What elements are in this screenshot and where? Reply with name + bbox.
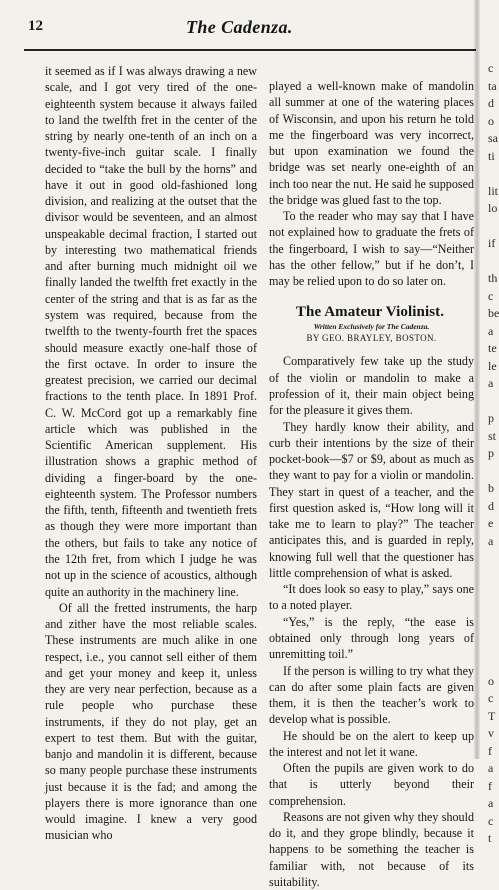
edge-fragment: ta xyxy=(488,78,497,93)
edge-fragment: c xyxy=(488,61,494,75)
edge-fragment: be xyxy=(488,306,499,320)
page-number: 12 xyxy=(28,18,43,34)
right-column xyxy=(269,78,474,889)
edge-fragment: d xyxy=(488,498,494,513)
article-paragraph: Reasons are not given why they should do it, and they grope blindly, because it happens to be something the teacher is familiar with, not because of its suitability. xyxy=(269,809,474,889)
article-paragraph: “It does look so easy to play,” says one to a noted player. xyxy=(269,582,474,613)
edge-fragment: if xyxy=(488,236,496,250)
edge-fragment xyxy=(488,393,499,411)
edge-fragment: le xyxy=(488,358,497,373)
article-paragraph: Comparatively few take up the study of the violin or mandolin to make a profession of it, their main object being for the pleasure it gives them. xyxy=(269,354,474,418)
adjacent-page-edge xyxy=(488,60,499,845)
article-paragraph: Often the pupils are given work to do that is utterly beyond their comprehension. xyxy=(269,761,474,808)
edge-fragment: o xyxy=(488,113,494,128)
edge-fragment: c xyxy=(488,691,494,705)
edge-fragment: f xyxy=(488,778,492,793)
article-byline: BY GEO. BRAYLEY, BOSTON. xyxy=(306,333,437,344)
edge-fragment: a xyxy=(488,323,494,338)
edge-fragment: ti xyxy=(488,148,495,163)
edge-fragment: a xyxy=(488,796,494,810)
edge-fragment xyxy=(488,463,499,481)
page-header xyxy=(28,18,476,38)
edge-fragment xyxy=(488,585,499,603)
edge-fragment xyxy=(488,165,499,183)
edge-fragment xyxy=(488,253,499,271)
article-subtitle: Written Exclusively for The Cadenza. xyxy=(313,322,430,332)
edge-fragment: a xyxy=(488,376,494,390)
edge-fragment: o xyxy=(488,673,494,688)
article-paragraph: They hardly know their ability, and curb their intentions by the size of their pocket-book—$7 or $9, about as much as they want to pay for a violin or mandolin. They start in quest of a teacher, and the first question asked is, “How long will it take me to learn to play?” The teacher anticipates this, and is guarded in reply, knowing full well that the questioner has little comprehension of what is asked. xyxy=(269,419,474,580)
edge-fragment: f xyxy=(488,743,492,758)
edge-fragment: p xyxy=(488,411,494,425)
edge-fragment xyxy=(488,550,499,568)
article-heading xyxy=(269,303,474,345)
edge-fragment: v xyxy=(488,726,494,740)
edge-fragment: st xyxy=(488,428,497,443)
edge-fragment: te xyxy=(488,341,497,355)
left-paragraph: Of all the fretted instruments, the harp and zither have the most reliable scales. These instruments are much alike in one respect, i.e., you cannot sell either of them and get your money and keep it, unless they are very near perfection, because as a rule people who purchase these instruments, if they do not play, get an expert to test them. But with the guitar, banjo and mandolin it is different, because so many people purchase these instruments just because it is the fad; and among the players there is more ignorance than one would imagine. I knew a very good musician who xyxy=(45,600,257,843)
edge-fragment: th xyxy=(488,271,498,285)
edge-fragment xyxy=(488,218,499,236)
edge-fragment: b xyxy=(488,481,494,495)
left-paragraph: it seemed as if I was always drawing a new scale, and I got very tired of the one-eighteenth system because it always failed to land the twelfth fret in the center of the string by nearly one-tenth of an inch on a twenty-five-inch guitar scale. I finally decided to “take the bull by the horns” and have it out in good old-fashioned long division, and realizing at the outset that the divisor would be seventeen, and an almost unspeakable decimal fraction, I started out by interesting two mathematical friends and after burning much midnight oil we finally landed the twelfth fret exactly in the center of the string and that is as far as the system was required, because from the twelfth to the twenty-fourth fret the spaces should measure exactly one-half those of the first octave. In order to insure the greatest precision, we carried our decimal fractions to the tenth place. In 1891 Prof. C. W. McCord got up a remarkably fine article which was published in the Scientific American supplement. His illustration shows a graphic method of dividing a finger-board by the one-eighteenth system. The Professor numbers the fifth, tenth, fifteenth and twentieth frets as though they were more important than the others, but fails to take any notice of the 12th fret, from which I judge he was not up in the science of acoustics, although quite an authority in the machinery line. xyxy=(45,64,257,599)
edge-fragment xyxy=(488,620,499,638)
edge-fragment: lo xyxy=(488,201,498,215)
edge-fragment: T xyxy=(488,708,496,723)
edge-fragment: c xyxy=(488,813,494,828)
header-rule xyxy=(24,49,476,51)
edge-fragment: a xyxy=(488,533,494,548)
edge-fragment: t xyxy=(488,831,492,845)
article-paragraph: He should be on the alert to keep up the interest and not let it wane. xyxy=(269,728,474,759)
page-binding-shadow xyxy=(474,0,480,759)
edge-fragment: d xyxy=(488,96,494,110)
continuation-paragraph: played a well-known make of mandolin all summer at one of the watering places of Wisconsin, and upon his return he told me the fingerboard was very incorrect, but upon examination we found the bridge was set nearly one-eighth of an inch too near the nut. He said he supposed the bridge was glued fast to the top. xyxy=(269,79,474,207)
edge-fragment: lit xyxy=(488,183,499,198)
left-column xyxy=(45,63,257,843)
edge-fragment xyxy=(488,655,499,673)
edge-fragment: sa xyxy=(488,131,498,145)
running-title: The Cadenza. xyxy=(186,17,293,37)
edge-fragment: e xyxy=(488,516,494,530)
article-paragraph: If the person is willing to try what they can do after some plain facts are given them, it is then the teacher’s work to develop what is possible. xyxy=(269,663,474,727)
article-paragraph: “Yes,” is the reply, “the ease is obtained only through long years of unremitting toil.” xyxy=(269,614,474,662)
edge-fragment xyxy=(488,638,499,656)
edge-fragment: c xyxy=(488,288,494,303)
edge-fragment xyxy=(488,603,499,621)
edge-fragment xyxy=(488,568,499,586)
edge-fragment: a xyxy=(488,761,494,775)
edge-fragment: p xyxy=(488,446,494,460)
article-title: The Amateur Violinist. xyxy=(295,304,445,321)
continuation-paragraph: To the reader who may say that I have not explained how to graduate the frets of the fingerboard, I wish to say—“Neither has the other fellow,” but if he don’t, I may be relied upon to do so later on. xyxy=(269,209,474,289)
